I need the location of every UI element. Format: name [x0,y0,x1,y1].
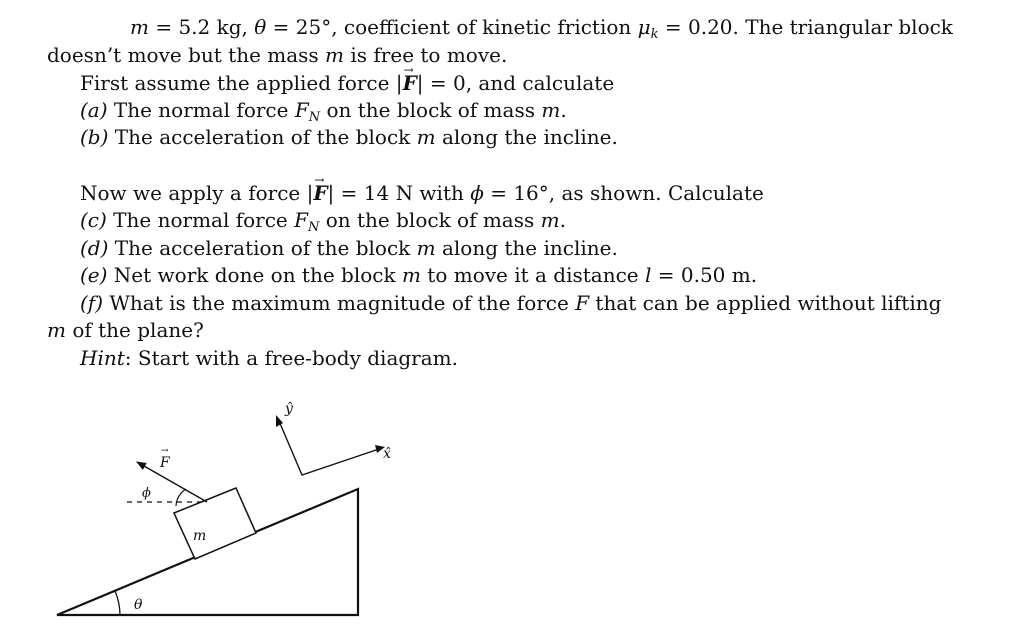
y-axis-label: ŷ [285,401,293,417]
line-2: doesn’t move but the mass m is free to move. [47,43,508,67]
line-12: Hint: Start with a free-body diagram. [80,346,458,370]
x-axis-label: x̂ [383,446,391,462]
mass-label: m [193,528,207,544]
line-9: (e) Net work done on the block m to move it a distance l = 0.50 m. [80,263,758,287]
mass-block [174,488,256,559]
force-label: F [160,455,170,471]
line-6: Now we apply a force |→ F| = 14 N with ϕ = 16°, as shown. Calculate [80,180,764,206]
theta-arc [115,591,120,615]
line-3: First assume the applied force |→ F| = 0, and calculate [80,70,614,96]
line-8: (d) The acceleration of the block m along the incline. [80,236,618,260]
force-vector-arrow-icon: → [161,446,169,456]
line-4: (a) The normal force $F_N$ on the block of mass m. [80,98,567,125]
phi-arc [176,489,186,506]
line-7: (c) The normal force $F_N$ on the block of mass m. [80,208,566,235]
line-5: (b) The acceleration of the block m along the incline. [80,125,618,149]
line-1: m = 5.2 kg, θ = 25°, coefficient of kinetic friction $\mu_k = 0.20$. The triangular block [130,15,953,42]
theta-label: θ [134,597,143,613]
y-axis-arrowhead [276,415,283,427]
phi-label: ϕ [142,486,151,501]
coordinate-axes [279,421,379,475]
line-10: (f) What is the maximum magnitude of the force F that can be applied without lifting [80,291,942,315]
line-11: m of the plane? [47,318,204,342]
